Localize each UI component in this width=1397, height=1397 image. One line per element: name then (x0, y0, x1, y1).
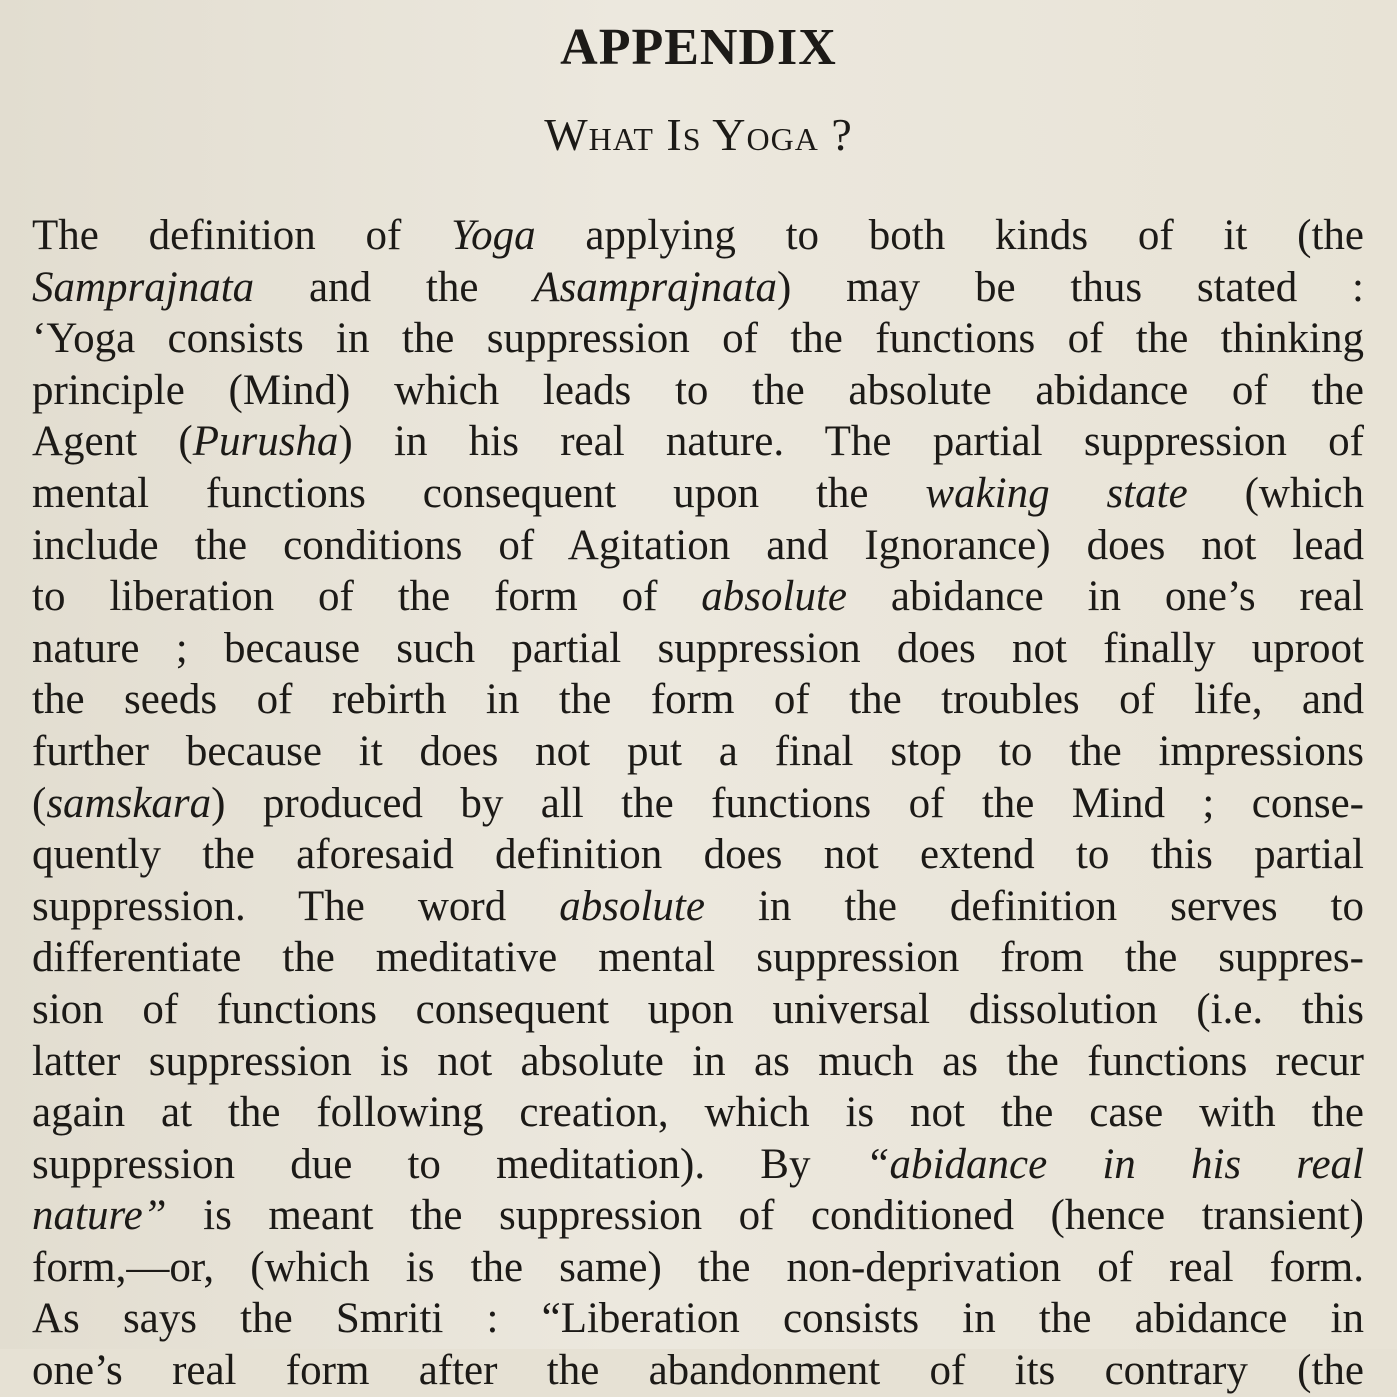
page-heading: APPENDIX (560, 19, 837, 76)
text-run: Yoga (451, 212, 536, 259)
text-run: differentiate the meditative mental suppression from the suppres- (32, 934, 1364, 982)
text-run: ) may be thus stated : (776, 263, 1364, 311)
section-title: What Is Yoga ? (544, 109, 853, 160)
text-run: applying to both kinds of it (the (535, 212, 1364, 259)
text-line (32, 829, 1364, 881)
text-line (32, 1242, 1364, 1294)
text-line (32, 468, 1364, 520)
text-run: (which (1187, 469, 1364, 517)
text-line (32, 365, 1364, 417)
text-run: sion of functions consequent upon universal dissolution (i.e. this (32, 985, 1364, 1033)
text-run: again at the following creation, which is not the case with the (32, 1089, 1364, 1137)
text-run: The definition of (32, 212, 452, 259)
text-run: suppression due to meditation). By (32, 1140, 866, 1188)
text-run: samskara (46, 779, 212, 827)
text-run: suppression. The word (32, 882, 560, 930)
text-line (32, 571, 1364, 623)
text-run: Samprajnata (32, 263, 255, 311)
text-run: latter suppression is not absolute in as much as the functions recur (32, 1037, 1364, 1085)
text-line (32, 726, 1364, 778)
text-line (32, 1139, 1364, 1191)
text-line (32, 1293, 1364, 1345)
text-line (32, 520, 1364, 572)
text-line (32, 1345, 1364, 1397)
text-line (32, 1190, 1364, 1242)
text-run: nature ; because such partial suppression does not finally uproot (32, 624, 1364, 672)
body-text (32, 210, 1364, 1397)
text-run: and the (254, 263, 534, 311)
text-run: nature” (32, 1192, 167, 1240)
text-run: the seeds of rebirth in the form of the troubles of life, and (32, 676, 1364, 724)
text-run: ‘Yoga consists in the suppression of the functions of the thinking (32, 315, 1364, 363)
text-run: include the conditions of Agitation and Ignorance) does not lead (32, 521, 1364, 569)
text-line (32, 1036, 1364, 1088)
text-run: principle (Mind) which leads to the absolute abidance of the (32, 366, 1364, 414)
text-run: further because it does not put a final stop to the impressions (32, 727, 1364, 775)
text-line (32, 881, 1364, 933)
text-run: abidance in one’s real (847, 573, 1364, 621)
text-line (32, 984, 1364, 1036)
text-run: absolute (559, 882, 705, 930)
text-run: in the definition serves to (704, 882, 1364, 930)
text-run: ) in his real nature. The partial suppression of (338, 418, 1364, 466)
text-run: Purusha (192, 418, 339, 466)
text-line (32, 1087, 1364, 1139)
text-line (32, 262, 1364, 314)
text-line (32, 778, 1364, 830)
text-run: Asamprajnata (533, 263, 777, 311)
text-run: waking state (925, 469, 1188, 517)
text-run: absolute (701, 573, 848, 621)
text-line (32, 210, 1364, 262)
text-run: “abidance in his real (865, 1140, 1364, 1188)
text-run: Agent ( (32, 418, 193, 466)
text-run: to liberation of the form of (32, 573, 702, 621)
text-run: is meant the suppression of conditioned (hence transient) (166, 1192, 1364, 1240)
text-run: ( (32, 779, 47, 827)
text-line (32, 932, 1364, 984)
text-run: As says the Smriti : “Liberation consists in the abidance in (32, 1295, 1364, 1343)
text-run: quently the aforesaid definition does not extend to this partial (32, 831, 1364, 879)
text-line (32, 674, 1364, 726)
text-run: one’s real form after the abandonment of its contrary (the (32, 1347, 1364, 1395)
text-run: form,—or, (which is the same) the non-deprivation of real form. (32, 1243, 1364, 1291)
text-run: mental functions consequent upon the (32, 469, 926, 517)
text-line (32, 416, 1364, 468)
text-line (32, 623, 1364, 675)
text-line (32, 313, 1364, 365)
text-run: ) produced by all the functions of the Mind ; conse- (211, 779, 1364, 827)
